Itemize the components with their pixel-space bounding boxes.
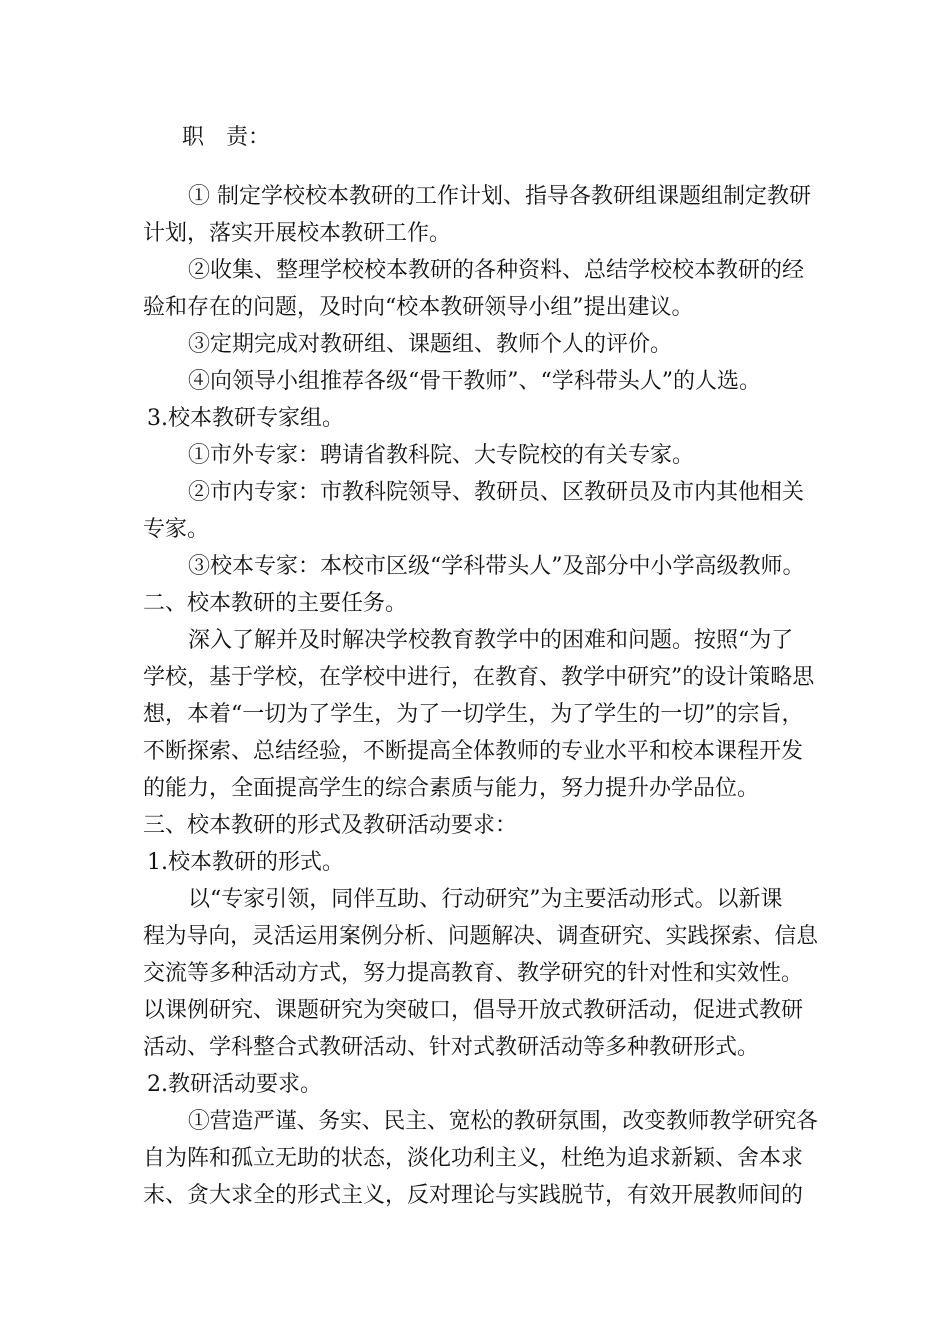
paragraph-line: ③校本专家：本校市区级“学科带头人”及部分中小学高级教师。 <box>188 554 805 579</box>
section-heading: 3.校本教研专家组。 <box>147 406 344 431</box>
paragraph-line: 不断探索、总结经验，不断提高全体教师的专业水平和校本课程开发 <box>143 739 804 764</box>
paragraph-line: ③定期完成对教研组、课题组、教师个人的评价。 <box>188 332 673 357</box>
paragraph-line: 程为导向，灵活运用案例分析、问题解决、调查研究、实践探索、信息 <box>143 924 818 949</box>
section-heading: 2.教研活动要求。 <box>147 1072 322 1097</box>
paragraph-line: ①营造严谨、务实、民主、宽松的教研氛围，改变教师教学研究各 <box>188 1109 819 1134</box>
paragraph-line: ① 制定学校校本教研的工作计划、指导各教研组课题组制定教研 <box>188 184 811 209</box>
paragraph-line: 活动、学科整合式教研活动、针对式教研活动等多种教研形式。 <box>143 1035 760 1060</box>
section-heading: 二、校本教研的主要任务。 <box>143 591 408 616</box>
section-heading: 1.校本教研的形式。 <box>147 850 344 875</box>
paragraph-line: 的能力，全面提高学生的综合素质与能力，努力提升办学品位。 <box>143 776 760 801</box>
paragraph-line: 自为阵和孤立无助的状态，淡化功利主义，杜绝为追求新颖、舍本求 <box>143 1146 804 1171</box>
section-heading: 三、校本教研的形式及教研活动要求： <box>143 813 518 838</box>
paragraph-line: ①市外专家：聘请省教科院、大专院校的有关专家。 <box>188 443 695 468</box>
paragraph-line: 想，本着“一切为了学生，为了一切学生，为了学生的一切”的宗旨， <box>143 702 804 727</box>
paragraph-line: 学校，基于学校，在学校中进行，在教育、教学中研究”的设计策略思 <box>143 665 815 690</box>
paragraph-line: ②市内专家：市教科院领导、教研员、区教研员及市内其他相关 <box>188 480 805 505</box>
paragraph-line: 专家。 <box>143 517 210 542</box>
paragraph-line: 以“专家引领，同伴互助、行动研究”为主要活动形式。以新课 <box>188 887 783 912</box>
paragraph-line: 验和存在的问题，及时向“校本教研领导小组”提出建议。 <box>143 295 694 320</box>
paragraph-line: 以课例研究、课题研究为突破口，倡导开放式教研活动，促进式教研 <box>143 998 804 1023</box>
paragraph-line: 深入了解并及时解决学校教育教学中的困难和问题。按照“为了 <box>188 628 794 653</box>
paragraph-line: 计划，落实开展校本教研工作。 <box>143 221 452 246</box>
paragraph-line: 交流等多种活动方式，努力提高教育、教学研究的针对性和实效性。 <box>143 961 804 986</box>
paragraph-line: 末、贪大求全的形式主义，反对理论与实践脱节，有效开展教师间的 <box>143 1183 804 1208</box>
paragraph-line: ④向领导小组推荐各级“骨干教师”、“学科带头人”的人选。 <box>188 369 761 394</box>
duties-heading: 职 责： <box>182 125 271 150</box>
paragraph-line: ②收集、整理学校校本教研的各种资料、总结学校校本教研的经 <box>188 258 805 283</box>
